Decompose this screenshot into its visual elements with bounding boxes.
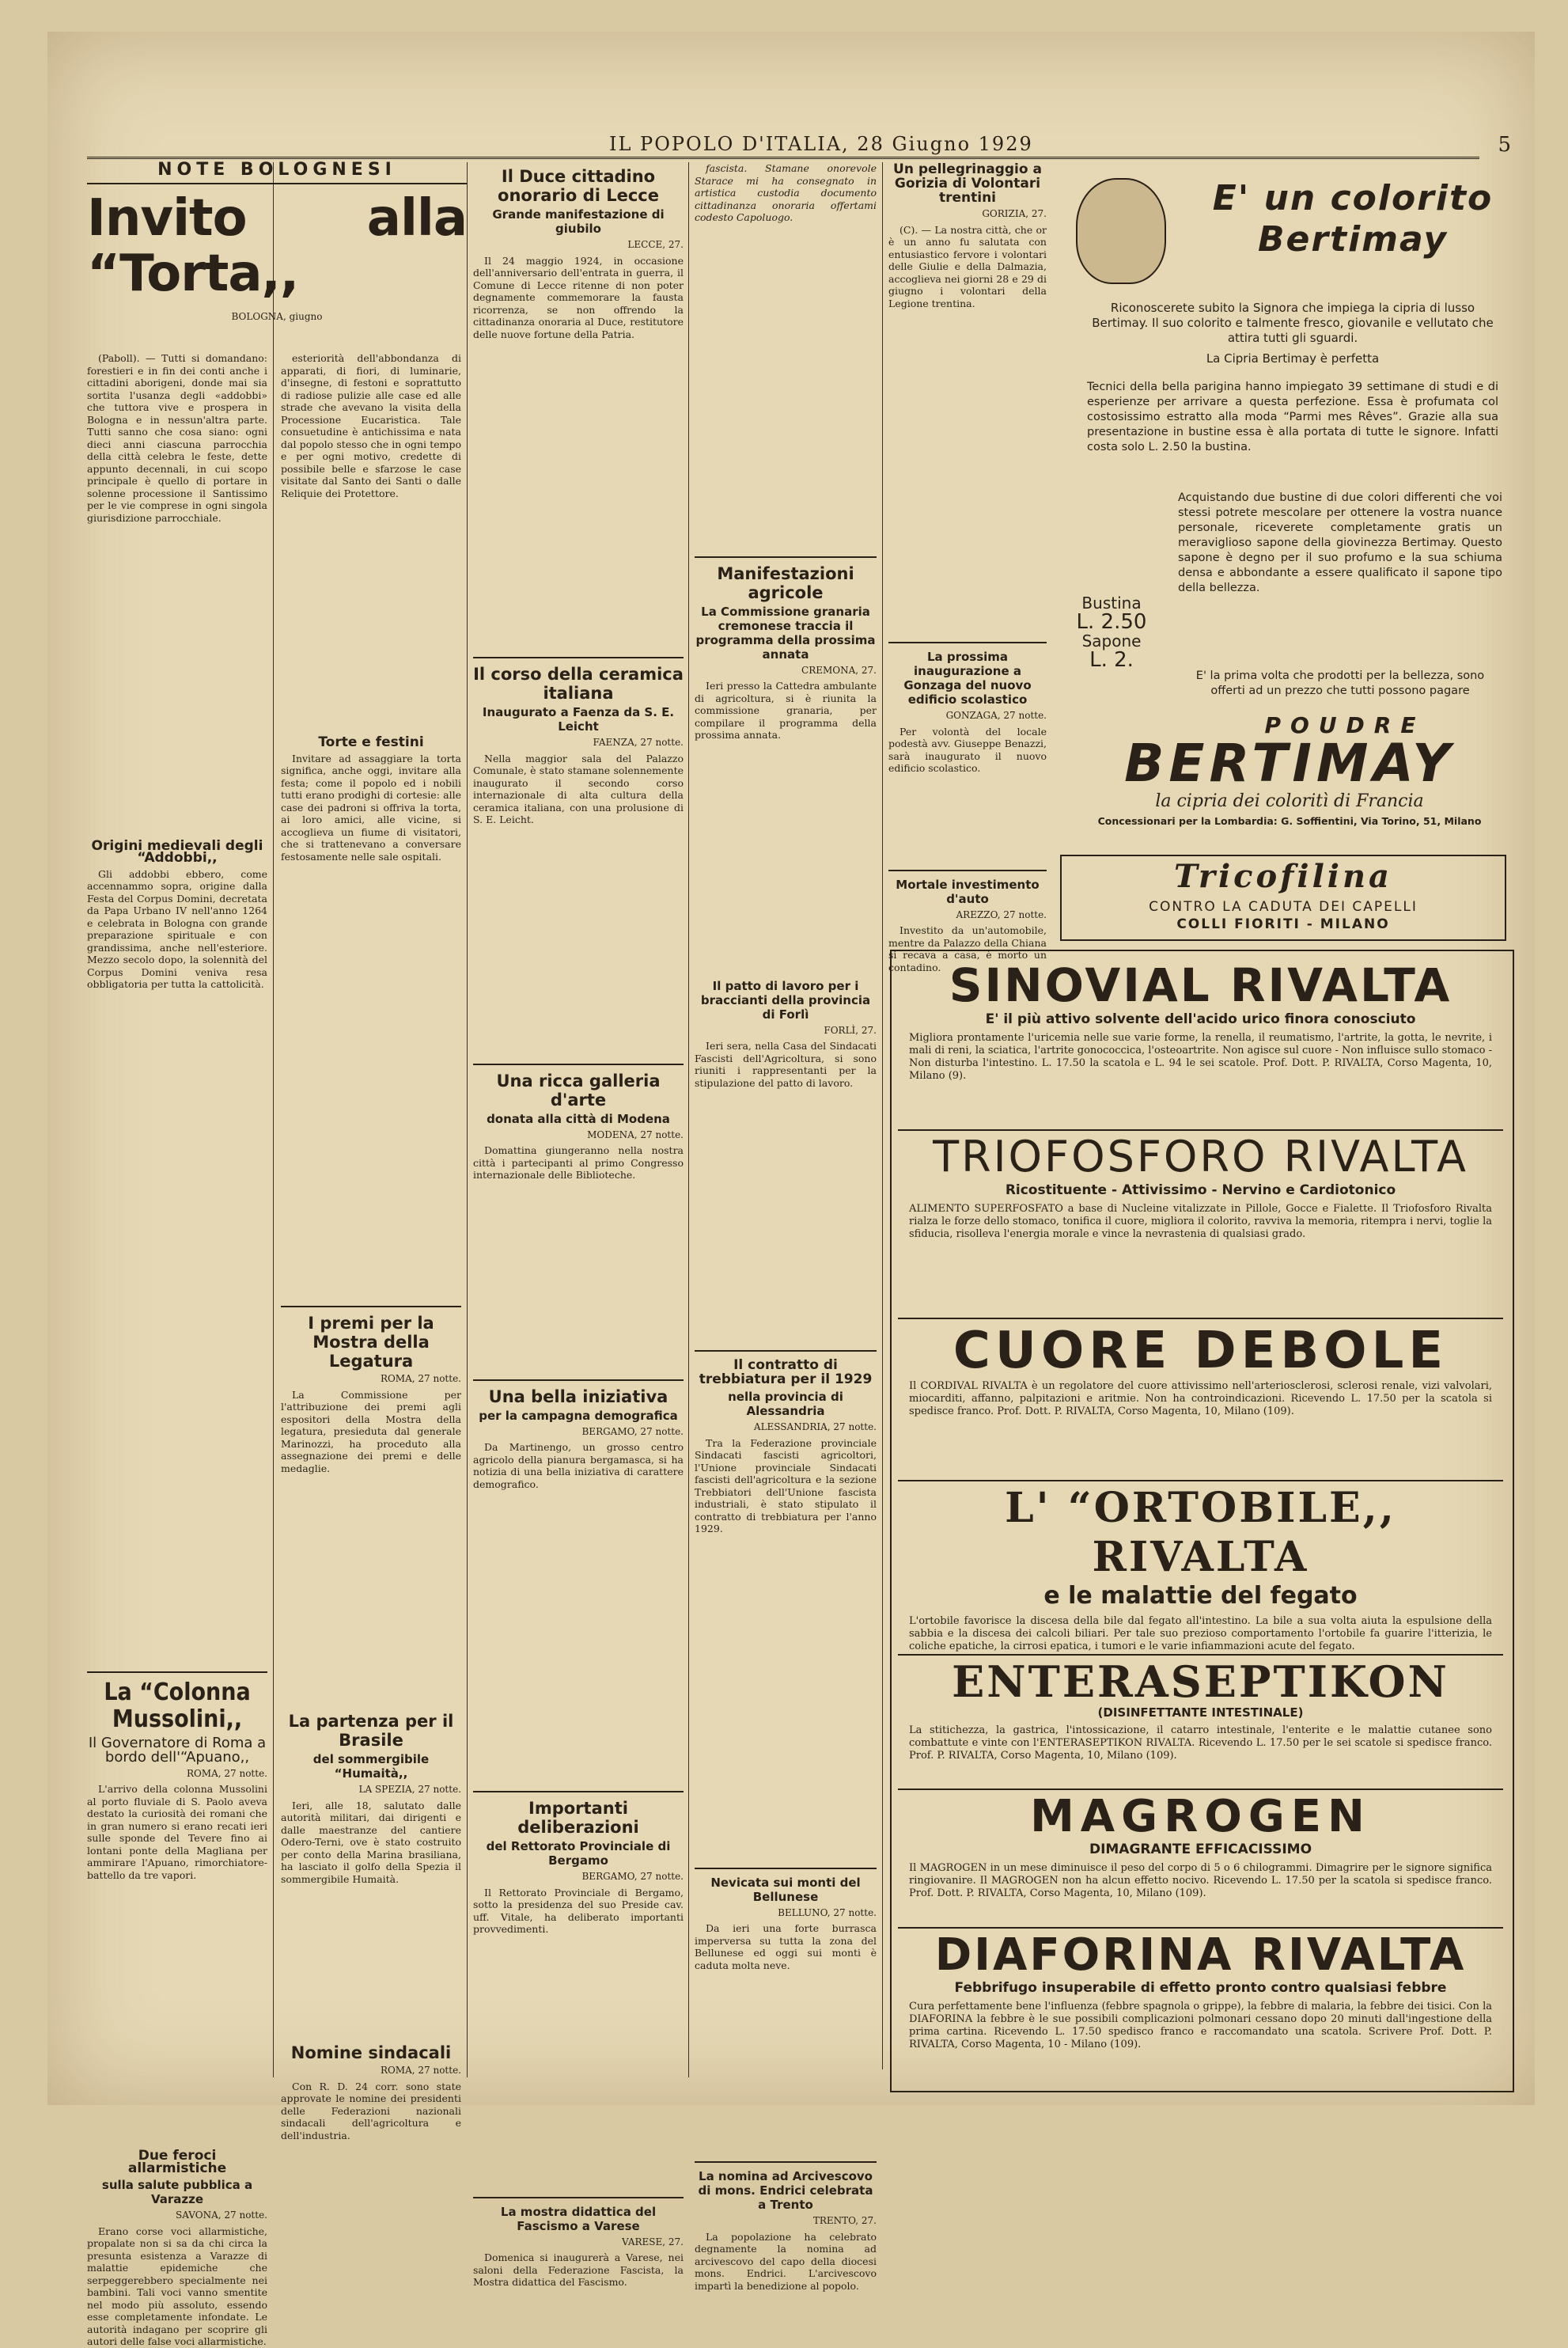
ad-bertimay-dealer: Concessionari per la Lombardia: G. Soffientini, Via Torino, 51, Milano [1097, 815, 1482, 827]
article-text: Il Rettorato Provinciale di Bergamo, sotto la presidenza del suo Preside cav. uff. Vitale, ha deliberato importanti provvedimenti. [473, 1886, 684, 1935]
ad-title: SINOVIAL RIVALTA [949, 958, 1452, 1012]
headline-patto-lavoro: Il patto di lavoro per i braccianti della provincia di Forlì [700, 978, 871, 1022]
subhead-rettorato: del Rettorato Provinciale di Bergamo [486, 1839, 671, 1868]
headline-trebbiatura: Il contratto di trebbiatura per il 1929 [699, 1357, 873, 1387]
ad-title: ENTERASEPTIKON [952, 1656, 1449, 1707]
dateline: BERGAMO, 27 notte. [581, 1871, 684, 1882]
ad-subtitle: DIMAGRANTE EFFICACISSIMO [1089, 1842, 1312, 1857]
dateline: MODENA, 27 notte. [587, 1128, 684, 1140]
headline-mostra-varese: La mostra didattica del Fascismo a Varese [500, 2204, 657, 2233]
ad-magrogen [898, 1792, 1503, 1929]
ad-bertimay-prices [1060, 594, 1163, 670]
ad-subtitle: Febbrifugo insuperabile di effetto pronto contro qualsiasi febbre [954, 1980, 1447, 1996]
price-label: Bustina [1081, 594, 1142, 613]
headline-bella-iniziativa: Una bella iniziativa [488, 1386, 668, 1406]
article-text: Gli addobbi ebbero, come accennammo sopra, origine dalla Festa del Corpus Domini, decretata da Papa Urbano IV nell'anno 1264 e celebrata in Bologna con grande preparazione spirituale e con grandissima, anche nell'esteriore. Mezzo secolo dopo, la solennità del Corpus Domini veniva resa obbligatoria per tutta la cattolicità. [87, 867, 267, 990]
ad-title: L' “ORTOBILE,, RIVALTA [1005, 1484, 1396, 1581]
subhead-giubilo: Grande manifestazione di giubilo [492, 207, 665, 236]
rule [281, 1306, 461, 1307]
ad-subtitle: (DISINFETTANTE INTESTINALE) [1097, 1705, 1304, 1720]
ad-bertimay-text-2: La Cipria Bertimay è perfetta [1206, 351, 1380, 366]
dateline: BERGAMO, 27 notte. [581, 1425, 684, 1437]
price-value: L. 2. [1089, 648, 1134, 672]
headline-arcivescovo-endrici: La nomina ad Arcivescovo di mons. Endrici celebrata a Trento [698, 2169, 873, 2212]
page-number: 5 [1498, 133, 1511, 157]
subhead-faenza: Inaugurato a Faenza da S. E. Leicht [482, 705, 675, 734]
headline-nevicata: Nevicata sui monti del Bellunese [710, 1875, 861, 1904]
article-text: L'arrivo della colonna Mussolini al porto fluviale di S. Paolo aveva destato la curiosità dei romani che in gran numero si erano recati ieri sulle sponde del Tevere fino ai lontani ponte della Magliana per ammirare l'Apuano, rimorchiatore-battello da tre vapori. [87, 1783, 267, 1881]
article-text: La Commissione per l'attribuzione dei premi agli espositori della Mostra della legatura, presieduta dal generale Marinozzi, ha proceduto alla assegnazione dei premi e delle medaglie. [281, 1388, 461, 1474]
column-rule [273, 162, 274, 2077]
rule [473, 657, 684, 658]
headline-nomine-sindacali: Nomine sindacali [290, 2043, 452, 2062]
rule [695, 2161, 877, 2163]
subhead-modena: donata alla città di Modena [487, 1111, 670, 1126]
rule [473, 1791, 684, 1792]
article-text: Invitare ad assaggiare la torta significa, anche oggi, invitare alla festa; come il popolo ed i nobili tutti erano prodighi di cortesie: alle case dei padroni si offriva la torta, ai loro amici, alle vicine, si accoglieva un fiume di visitatori, che si trattenevano a conversare festosamente nelle sale ospitali. [281, 752, 461, 863]
rule [87, 183, 467, 184]
ad-bertimay-text-4: Acquistando due bustine di due colori differenti che voi stessi potrete mescolare per ottenere la vostra nuance personale, riceverete completamente gratis un meraviglioso sapone della giovinezza Bertimay. Questo sapone è degno per il suo profumo e la sua schiuma densa e abbondante a essere qualificato il sapone tipo della bellezza. [1178, 491, 1502, 594]
subhead-origini: Origini medievali degli “Addobbi,, [91, 837, 263, 866]
ad-title: MAGROGEN [1030, 1791, 1371, 1842]
ad-triofosforo [898, 1132, 1503, 1319]
masthead-title: IL POPOLO D'ITALIA, 28 Giugno 1929 [609, 133, 1033, 155]
ad-text: ALIMENTO SUPERFOSFATO a base di Nucleine vitalizzate in Pillole, Gocce e Fialette. Il Triofosforo Rivalta rialza le forze dello stomaco, tonifica il cuore, migliora il colorito, ravviva la memoria, ritempra i nervi, toglie la sfiducia, risolleva l'energia morale e vince la nevrastenia di qualsiasi grado. [909, 1203, 1492, 1240]
ad-title: CUORE DEBOLE [953, 1322, 1449, 1380]
dateline: LECCE, 27. [627, 239, 684, 250]
ad-text: L'ortobile favorisce la discesa della bile dal fegato all'intestino. La bile a sua volta aiuta la espulsione della sabbia e la discesa dei calcoli biliari. Per tale suo prezioso comportamento l'ortobile fa guarire l'itterizia, le coliche epatiche, la cirrosi epatica, i tumori e le varie infiammazioni acute del fegato. [909, 1615, 1492, 1652]
rule [888, 870, 1047, 871]
article-text: Ieri, alle 18, salutato dalle autorità militari, dai dirigenti e dalle maestranze del cantiere Odero-Terni, ove è stato costruito per conto della Marina brasiliana, ha lasciato il golfo della Spezia il sommergibile Humaità. [281, 1799, 461, 1885]
article-text: Con R. D. 24 corr. sono state approvate le nomine dei presidenti delle Federazioni nazionali sindacali dell'agricoltura e dell'industria. [281, 2080, 461, 2141]
article-text: Nella maggior sala del Palazzo Comunale, è stato stamane solennemente inaugurato il secondo corso internazionale di alta cultura della ceramica italiana, con una prolusione di S. E. Leicht. [473, 752, 684, 825]
ad-ortobile [898, 1484, 1503, 1656]
price-value: L. 2.50 [1076, 610, 1147, 634]
article-text: Da Martinengo, un grosso centro agricolo della pianura bergamasca, si ha notizia di una bella iniziativa di carattere demografico. [473, 1441, 684, 1490]
filler-text [87, 527, 267, 540]
price-label: Sapone [1081, 632, 1142, 651]
ad-text: Il MAGROGEN in un mese diminuisce il peso del corpo di 5 o 6 chilogrammi. Dimagrire per le signore significa ringiovanire. Il MAGROGEN non ha alcun effetto nocivo. Ricevendo L. 17.50 per la scatola si spedisce franco. Prof. Dott. P. RIVALTA, Corso Magenta, 10, Milano (109). [909, 1862, 1492, 1899]
dateline: FORLÌ, 27. [824, 1024, 877, 1036]
column-rule [467, 162, 468, 2077]
rule [473, 1379, 684, 1381]
ad-diaforina [898, 1931, 1503, 2085]
headline-invito-torta: Invito alla “Torta,, [87, 188, 467, 303]
headline-duce-lecce: Il Duce cittadino onorario di Lecce [498, 167, 659, 205]
subhead-alessandria: nella provincia di Alessandria [728, 1390, 843, 1418]
article-text: Ieri sera, nella Casa del Sindacati Fascisti dell'Agricoltura, si sono riuniti i rappresentanti per la stipulazione del patto di lavoro. [695, 1040, 877, 1089]
article-text: Domattina giungeranno nella nostra città i partecipanti al primo Congresso internazionale delle Biblioteche. [473, 1144, 684, 1181]
dateline: BOLOGNA, giugno [231, 310, 323, 322]
column-1 [87, 352, 267, 2347]
header-rule [87, 157, 1479, 159]
ad-bertimay-brand-top: POUDRE [1264, 712, 1426, 738]
rule [695, 1868, 877, 1869]
article-text: Erano corse voci allarmistiche, propalate non si sa da chi circa la presunta esistenza a Varazze di malattie epidemiche che serpeggerebbero specialmente nei bambini. Tali voci vanno smentite nel modo più assoluto, essendo esse completamente infondate. Le autorità indagano per scoprire gli autori delle false voci allarmistiche. [87, 2225, 267, 2347]
ad-text: La stitichezza, la gastrica, l'intossicazione, il catarro intestinale, l'enterite e le malattie cutanee sono combattute e vinte con l'ENTERASEPTIKON RIVALTA. Ricevendo L. 17.50 per le sei scatole si spedisce franco. Prof. P. RIVALTA, Corso Magenta, 10, Milano (109). [909, 1724, 1492, 1762]
dateline: ROMA, 27 notte. [186, 1767, 267, 1779]
ad-tricofilina-line1: CONTRO LA CADUTA DEI CAPELLI [1149, 899, 1418, 915]
ad-title: DIAFORINA RIVALTA [934, 1929, 1467, 1981]
dateline: AREZZO, 27 notte. [956, 908, 1047, 920]
subhead-varazze: sulla salute pubblica a Varazze [101, 2178, 253, 2206]
ad-bertimay-text-5: E' la prima volta che prodotti per la bellezza, sono offerti ad un prezzo che tutti possono pagare [1195, 670, 1485, 697]
ad-subtitle: e le malattie del fegato [1043, 1582, 1358, 1610]
column-2 [281, 352, 461, 2141]
article-text: Domenica si inaugurerà a Varese, nei saloni della Federazione Fascista, la Mostra didattica del Fascismo. [473, 2251, 684, 2288]
headline-manifestazioni-agricole: Manifestazioni agricole [717, 563, 854, 602]
dateline: TRENTO, 27. [812, 2215, 877, 2226]
article-text: Ieri presso la Cattedra ambulante di agricoltura, si è riunita la commissione granaria, per compilare il programma della prossima annata. [695, 680, 877, 741]
page-header [87, 133, 1511, 157]
headline-deliberazioni: Importanti deliberazioni [517, 1799, 639, 1837]
ad-bertimay-text: Riconoscerete subito la Signora che impiega la cipria di lusso Bertimay. Il suo colorito e talmente fresco, giovanile e vellutato che attira tutti gli sguardi. [1092, 301, 1494, 345]
subhead-humaita: del sommergibile “Humaità,, [312, 1752, 430, 1781]
dateline: ROMA, 27 notte. [380, 2065, 461, 2076]
ad-title: TRIOFOSFORO RIVALTA [933, 1132, 1468, 1182]
subhead-demografica: per la campagna demografica [479, 1408, 678, 1423]
ad-cuore-debole [898, 1322, 1503, 1481]
ad-tricofilina [1060, 855, 1506, 941]
section-kicker: NOTE BOLOGNESI [157, 160, 396, 180]
article-text: La popolazione ha celebrato degnamente la nomina ad arcivescovo del capo della diocesi mons. Endrici. L'arcivescovo impartì la benedizione al popolo. [695, 2230, 877, 2292]
ad-tricofilina-line2: COLLI FIORITI - MILANO [1176, 916, 1390, 932]
ad-text: Cura perfettamente bene l'influenza (febbre spagnola o grippe), la febbre di malaria, la febbre dei tisici. Con la DIAFORINA la febbre è le sue possibili complicazioni polmonari cessano dopo 20 minuti dall'ingestione della prima cartina. Ricevendo L. 17.50 spedisco franco e raccomandato una scatola. Scrivere Prof. Dott. P. RIVALTA, Corso Magenta, 10 - Milano (109). [909, 2001, 1492, 2050]
headline-voci-allarmistiche: Due feroci allarmistiche [127, 2148, 227, 2176]
headline-partenza-brasile: La partenza per il Brasile [288, 1712, 454, 1750]
article-text: Il 24 maggio 1924, in occasione dell'anniversario dell'entrata in guerra, il Comune di Lecce ritenne di non poter degnamente commemorare la fausta ricorrenza, se non offrendo la cittadinanza onoraria al Duce, restitutore delle nuove fortune della Patria. [473, 254, 684, 340]
ad-bertimay-text-3: Tecnici della bella parigina hanno impiegato 39 settimane di studi e di esperienze per arrivare a questa perfezione. Essa è profumata col costosissimo estratto alla moda “Parmi mes Rêves”. Grazie alla sua presentazione in bustine essa è alla portata di tutte le signore. Infatti costa solo L. 2.50 la bustina. [1087, 381, 1498, 453]
dateline: BELLUNO, 27 notte. [778, 1906, 877, 1918]
article-text: (C). — La nostra città, che or è un anno fu salutata con entusiastico fervore i volontari delle Giulie e della Dalmazia, accoglieva nei giorni 28 e 29 di giugno i volontari della Legione trentina. [888, 223, 1047, 309]
ad-bertimay-headline: E' un colorito Bertimay [1212, 178, 1494, 260]
article-text: fascista. Stamane onorevole Starace mi ha consegnato in artistica custodia documento cittadinanza onoraria offertami codesto Capoluogo. [695, 162, 877, 223]
ad-bertimay-brand: BERTIMAY [1124, 733, 1455, 794]
ad-subtitle: E' il più attivo solvente dell'acido urico finora conosciuto [985, 1011, 1416, 1027]
ad-enteraseptikon [898, 1658, 1503, 1790]
article-text: Tra la Federazione provinciale Sindacati fascisti agricoltori, l'Unione provinciale Sindacati fascisti dell'agricoltura e la sezione Trebbiatori dell'Unione fascista industriali, è stato stipulato il contratto di trebbiatura per l'anno 1929. [695, 1436, 877, 1534]
ad-subtitle: Ricostituente - Attivissimo - Nervino e Cardiotonico [1005, 1182, 1396, 1198]
rule [473, 2197, 684, 2198]
dateline: ROMA, 27 notte. [380, 1373, 461, 1384]
ad-text: Migliora prontamente l'uricemia nelle sue varie forme, la renella, il reumatismo, l'artrite, la gotta, le nevrite, i mali di reni, la sciatica, l'artrite gonococcica, l'osteoartrite. Non agisce sul cuore - Non influisce sullo stomaco - Non disturba l'intestino. L. 17.50 la scatola e L. 94 le sei scatole. Prof. Dott. P. RIVALTA, Corso Magenta, 10, Milano (9). [909, 1032, 1493, 1082]
subhead-governatore: Il Governatore di Roma a bordo dell'“Apuano,, [88, 1734, 267, 1766]
column-4 [695, 162, 877, 2292]
rule [695, 556, 877, 558]
headline-ceramica: Il corso della ceramica italiana [473, 665, 684, 703]
column-5 [888, 161, 1047, 973]
article-text: esteriorità dell'abbondanza di apparati, di fiori, di luminarie, d'insegne, di festoni e soprattutto di radiose pulizie alle case ed alle strade che avevano la visita della Processione Eucaristica. Tale consuetudine è antichissima e nata dal popolo stesso che in ogni tempo e per ogni motivo, credette di possibile belle e sfarzose le case visitate dal Santo dei Santi o dalle Reliquie dei Protettore. [281, 352, 461, 499]
article-text: Per volontà del locale podestà avv. Giuseppe Benazzi, sarà inaugurato il nuovo edificio scolastico. [888, 725, 1047, 774]
dateline: ALESSANDRIA, 27 notte. [753, 1421, 877, 1432]
dateline: SAVONA, 27 notte. [176, 2210, 267, 2221]
ad-sinovial [898, 959, 1503, 1131]
dateline: VARESE, 27. [621, 2236, 684, 2247]
column-rule [882, 162, 883, 2069]
rule [888, 642, 1047, 643]
ad-tricofilina-name: Tricofilina [1174, 858, 1392, 895]
subhead-commissione-granaria: La Commissione granaria cremonese traccia il programma della prossima annata [695, 604, 876, 662]
dateline: LA SPEZIA, 27 notte. [358, 1784, 461, 1795]
headline-galleria-arte: Una ricca galleria d'arte [496, 1071, 661, 1110]
headline-colonna-mussolini: La “Colonna Mussolini,, [104, 1678, 251, 1733]
headline-investimento-auto: Mortale investimento d'auto [896, 877, 1040, 906]
article-text: Da ieri una forte burrasca imperversa su tutta la zona del Bellunese ed oggi sui monti è caduta molta neve. [695, 1922, 877, 1971]
dateline: CREMONA, 27. [801, 664, 877, 676]
ad-bertimay-tagline: la cipria dei coloritì di Francia [1155, 791, 1424, 811]
ad-bertimay [1052, 162, 1511, 835]
column-rule [688, 162, 689, 2077]
headline-pellegrinaggio-gorizia: Un pellegrinaggio a Gorizia di Volontari trentini [893, 161, 1042, 206]
rule [87, 1671, 267, 1673]
dateline: GONZAGA, 27 notte. [945, 710, 1047, 721]
rule [473, 1064, 684, 1065]
dateline: FAENZA, 27 notte. [593, 737, 684, 748]
headline-premi-legatura: I premi per la Mostra della Legatura [308, 1314, 434, 1371]
ad-text: Il CORDIVAL RIVALTA è un regolatore del cuore attivissimo nell'arteriosclerosi, sclerosi renale, vizi valvolari, miocarditi, affanno, palpitazioni e aritmie. Non ha controindicazioni. Ricevendo L. 17.50 per la scatola si spedisce franco. Prof. Dott. P. RIVALTA, Corso Magenta, 10, Milano (109). [909, 1380, 1492, 1417]
article-text: (Paboll). — Tutti si domandano: forestieri e in fin dei conti anche i cittadini aborigeni, donde mai sia sortita l'usanza degli «addobbi» che tuttora vive e prospera in Bologna e in nessun'altra parte. Tutti sanno che cosa siano: ogni dieci anni ciascuna parrocchia della città celebra le feste, dette appunto decennali, in cui scopo principale è quello di portare in solenne processione il Santissimo per le vie comprese in ogni singola giurisdizione parrocchiale. [87, 352, 267, 524]
column-3 [473, 162, 684, 2288]
portrait-illustration [1076, 178, 1166, 284]
headline-gonzaga: La prossima inaugurazione a Gonzaga del nuovo edificio scolastico [903, 650, 1032, 707]
dateline: GORIZIA, 27. [982, 208, 1047, 219]
article-text: Investito da un'automobile, mentre da Palazzo della Chiana si recava a casa, è morto un contadino. [888, 924, 1047, 973]
subhead-torte-festini: Torte e festini [318, 734, 424, 750]
rule [695, 1350, 877, 1352]
